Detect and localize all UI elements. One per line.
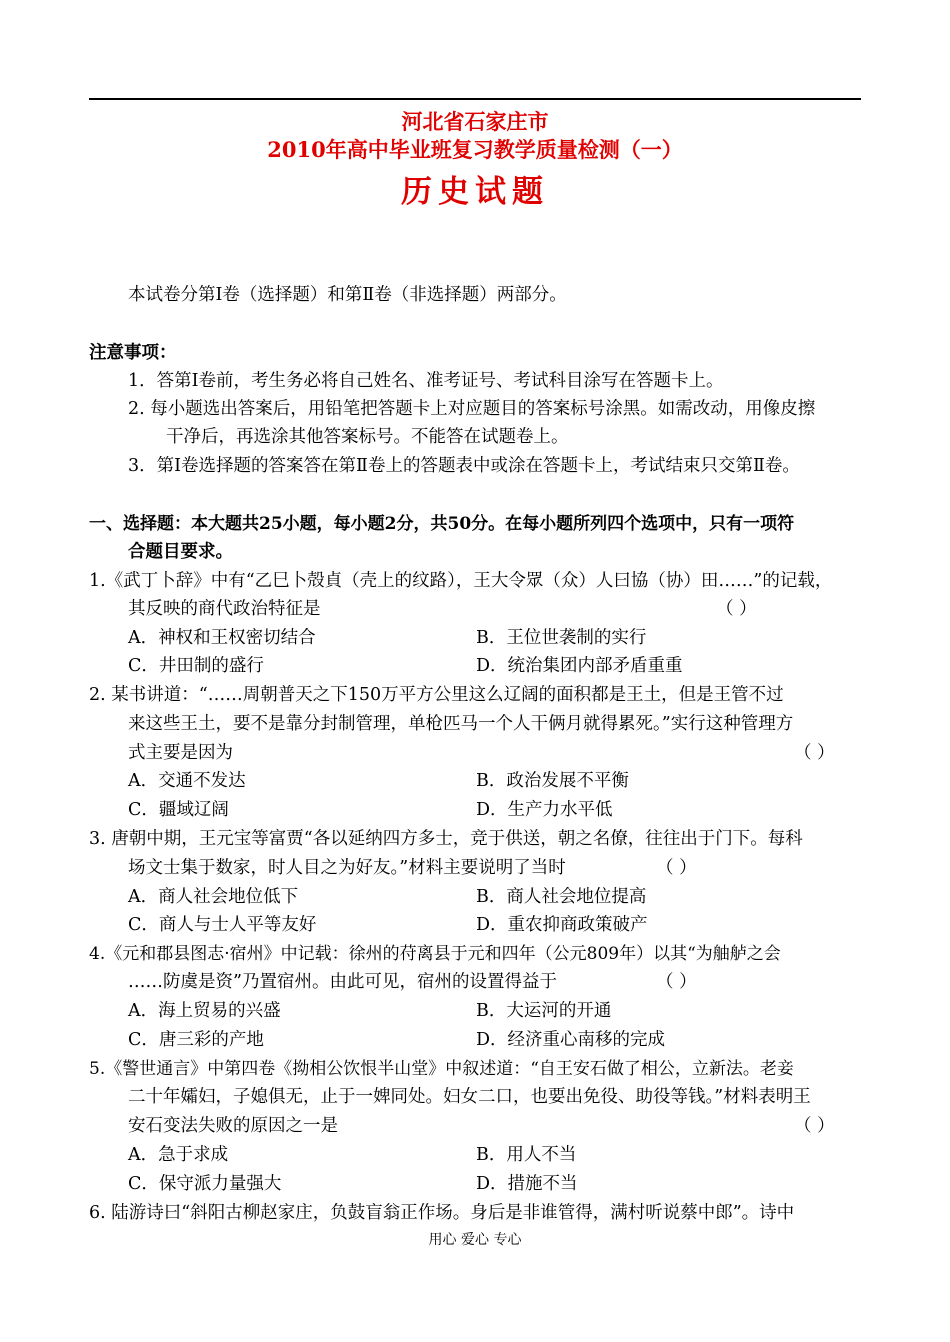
question-4-line-2: ……防虞是资”乃置宿州。由此可见，宿州的设置得益于 <box>128 972 557 992</box>
option-b: B．王位世袭制的实行 <box>476 628 647 648</box>
question-2-line-3: 式主要是因为 <box>128 743 233 763</box>
top-rule <box>89 98 861 100</box>
intro-text: 本试卷分第Ⅰ卷（选择题）和第Ⅱ卷（非选择题）两部分。 <box>128 285 567 305</box>
option-a: A．交通不发达 <box>128 771 246 791</box>
option-c: C．唐三彩的产地 <box>128 1030 264 1050</box>
option-c: C．井田制的盛行 <box>128 656 264 676</box>
note-item-2: 2. 每小题选出答案后，用铅笔把答题卡上对应题目的答案标号涂黑。如需改动，用像皮擦 <box>128 399 816 419</box>
option-a: A．海上贸易的兴盛 <box>128 1001 281 1021</box>
notes-heading: 注意事项： <box>89 343 177 363</box>
title-exam: 2010年高中毕业班复习教学质量检测（一） <box>267 137 683 162</box>
answer-bracket: （ ） <box>794 743 835 763</box>
question-2-line-2: 来这些王土，要不是靠分封制管理，单枪匹马一个人干俩月就得累死。”实行这种管理方 <box>128 714 794 734</box>
answer-bracket: （ ） <box>656 972 697 992</box>
question-4-line-1: 4.《元和郡县图志·宿州》中记载：徐州的苻离县于元和四年（公元809年）以其“为舳舻之会 <box>89 944 781 964</box>
question-1-line-1: 1.《武丁卜辞》中有“乙巳卜殻貞（壳上的纹路），王大令眾（众）人曰協（协）田……”的记载， <box>89 571 833 591</box>
question-5-line-3: 安石变法失败的原因之一是 <box>128 1116 338 1136</box>
option-b: B．用人不当 <box>476 1145 577 1165</box>
option-b: B．大运河的开通 <box>476 1001 612 1021</box>
option-c: C．保守派力量强大 <box>128 1174 282 1194</box>
question-2-line-1: 2. 某书讲道：“……周朝普天之下150万平方公里这么辽阔的面积都是王土，但是王管不过 <box>89 685 784 705</box>
option-d: D．生产力水平低 <box>476 800 613 820</box>
option-b: B．商人社会地位提高 <box>476 887 647 907</box>
option-d: D．重农抑商政策破产 <box>476 915 648 935</box>
note-item-3: 3．第Ⅰ卷选择题的答案答在第Ⅱ卷上的答题表中或涂在答题卡上，考试结束只交第Ⅱ卷。 <box>128 456 800 476</box>
question-6-line-1: 6. 陆游诗曰“斜阳古柳赵家庄，负鼓盲翁正作场。身后是非谁管得，满村听说蔡中郎”。诗中 <box>89 1203 795 1223</box>
option-c: C．商人与士人平等友好 <box>128 915 317 935</box>
question-3-line-2: 场文士集于数家，时人目之为好友。”材料主要说明了当时 <box>128 858 566 878</box>
answer-bracket: （ ） <box>794 1116 835 1136</box>
option-a: A．商人社会地位低下 <box>128 887 299 907</box>
answer-bracket: （ ） <box>656 858 697 878</box>
option-a: A．急于求成 <box>128 1145 229 1165</box>
question-5-line-1: 5.《警世通言》中第四卷《拗相公饮恨半山堂》中叙述道：“自王安石做了相公，立新法。老妾 <box>89 1059 794 1079</box>
question-3-line-1: 3. 唐朝中期，王元宝等富贾“各以延纳四方多士，竞于供送，朝之名僚，往往出于门下。每科 <box>89 829 803 849</box>
option-a: A．神权和王权密切结合 <box>128 628 316 648</box>
title-subject: 历史试题 <box>401 174 549 210</box>
note-item-1: 1．答第Ⅰ卷前，考生务必将自己姓名、准考证号、考试科目涂写在答题卡上。 <box>128 371 724 391</box>
section-heading-cont: 合题目要求。 <box>128 542 233 562</box>
section-heading: 一、选择题：本大题共25小题，每小题2分，共50分。在每小题所列四个选项中，只有一项符 <box>89 514 795 534</box>
note-item-2-cont: 干净后，再选涂其他答案标号。不能答在试题卷上。 <box>166 427 569 447</box>
page-footer: 用心 爱心 专心 <box>428 1232 522 1248</box>
option-d: D．经济重心南移的完成 <box>476 1030 666 1050</box>
question-5-line-2: 二十年孀妇，子媳俱无，止于一婢同处。妇女二口，也要出免役、助役等钱。”材料表明王 <box>128 1087 811 1107</box>
option-b: B．政治发展不平衡 <box>476 771 629 791</box>
title-region: 河北省石家庄市 <box>401 109 549 134</box>
question-1-line-2: 其反映的商代政治特征是 <box>128 599 321 619</box>
option-d: D．措施不当 <box>476 1174 578 1194</box>
answer-bracket: （ ） <box>716 599 757 619</box>
option-c: C．疆域辽阔 <box>128 800 229 820</box>
option-d: D．统治集团内部矛盾重重 <box>476 656 683 676</box>
